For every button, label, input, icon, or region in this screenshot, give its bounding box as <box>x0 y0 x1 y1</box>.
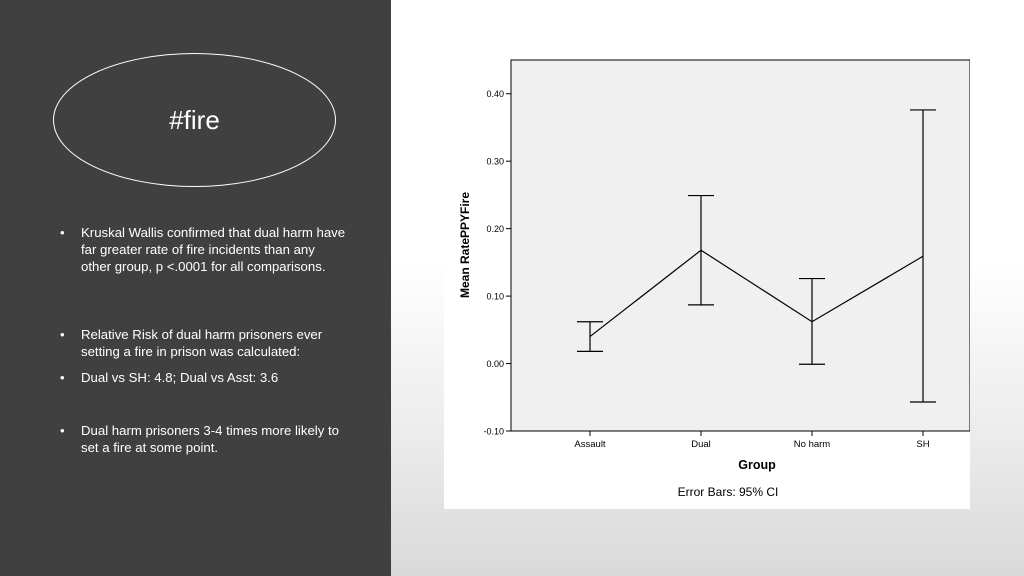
bullet-item <box>58 369 348 386</box>
y-tick-label: 0.30 <box>486 156 504 167</box>
x-tick-label: Dual <box>691 439 711 450</box>
title-ellipse <box>53 53 336 187</box>
y-tick-label: 0.10 <box>486 291 504 302</box>
x-tick-label: SH <box>916 439 930 450</box>
y-axis <box>483 89 511 436</box>
y-axis-label: Mean RatePPYFire <box>458 191 472 299</box>
bullet-item <box>58 224 348 275</box>
bullet-marker: • <box>60 327 65 342</box>
bullet-text: Dual vs SH: 4.8; Dual vs Asst: 3.6 <box>81 370 279 385</box>
y-tick-label: 0.40 <box>486 89 504 100</box>
y-tick-label: -0.10 <box>483 426 504 437</box>
x-axis-label: Group <box>738 458 776 472</box>
bullet-text: Relative Risk of dual harm prisoners ever setting a fire in prison was calculated: <box>81 327 323 359</box>
bullet-item <box>58 422 348 456</box>
bullet-text: Dual harm prisoners 3-4 times more likely to set a fire at some point. <box>81 423 339 455</box>
bullet-marker: • <box>60 225 65 240</box>
bullet-text: Kruskal Wallis confirmed that dual harm have far greater rate of fire incidents than any other group, p <.0001 for all comparisons. <box>81 225 346 274</box>
x-axis <box>574 431 929 450</box>
x-tick-label: Assault <box>574 439 606 450</box>
error-bars-note: Error Bars: 95% CI <box>677 485 779 499</box>
y-tick-label: 0.20 <box>486 224 504 235</box>
plot-area <box>511 60 970 431</box>
bullet-marker: • <box>60 423 65 438</box>
left-panel <box>0 0 391 576</box>
bullet-item <box>58 326 348 360</box>
chart-frame <box>444 58 970 509</box>
bullet-marker: • <box>60 370 65 385</box>
x-tick-label: No harm <box>793 439 831 450</box>
slide-title: #fire <box>169 104 220 135</box>
error-bar-chart <box>444 58 970 509</box>
y-tick-label: 0.00 <box>486 359 504 370</box>
